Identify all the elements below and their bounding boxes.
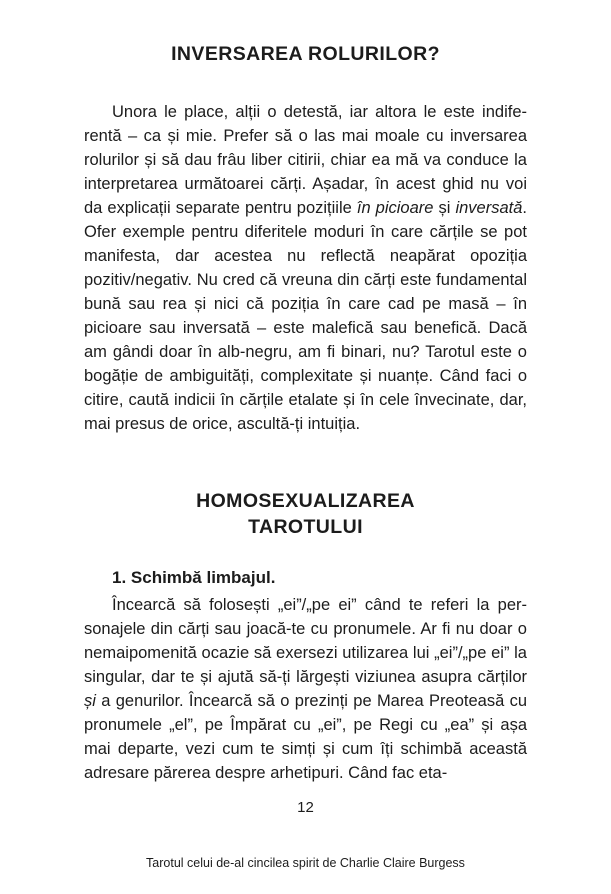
body-paragraph-2: Încearcă să folosești „ei”/„pe ei” când te referi la personajele din cărți sau joacă-te cu pronumele. Ar fi nu doar o nemaipomenită ocazie să exersezi utilizarea lui „ei”/„pe ei” la singular, dar te și ajută să-ți lărgești viziunea asupra cărților și a genurilor. Încearcă să o prezinți pe Marea Preoteasă cu pronumele „el”, pe Împărat cu „ei”, pe Regi cu „ea” și așa mai departe, vezi cum te simți și cum îți schimbă această adresare părerea despre arhetipuri. Când fac eta- <box>84 596 527 783</box>
section-heading-line-1: HOMOSEXUALIZAREA <box>196 490 415 513</box>
subsection-heading: 1. Schimbă limbajul. <box>112 568 276 588</box>
section-heading <box>0 488 611 540</box>
footer-caption: Tarotul celui de-al cincilea spirit de Charlie Claire Burgess <box>146 856 465 870</box>
section-heading-line-2: TAROTULUI <box>248 516 363 539</box>
body-paragraph-1: Unora le place, alții o detestă, iar altora le este indiferentă – ca și mie. Prefer să o las mai moale cu inversarea rolurilor și să dau frâu liber citirii, chiar ea mă va conduce la interpretarea următoarei cărți. Așadar, în acest ghid nu voi da explicații separate pentru pozițiile în picioare și inversată. Ofer exemple pentru diferitele moduri în care cărțile se pot manifesta, dar acestea nu reflectă neapărat opoziția pozitiv/negativ. Nu cred că vreuna din cărți este fundamental bună sau rea și nici că poziția în care cad pe masă – în picioare sau inversată – este malefică sau benefică. Dacă am gândi doar în alb-negru, am fi binari, nu? Tarotul este o bogăție de ambiguități, complexitate și nuanțe. Când faci o citire, caută indicii în cărțile etalate și în cele învecinate, dar, mai presus de orice, ascultă-ți intuiția. <box>84 103 527 434</box>
page-title: INVERSAREA ROLURILOR? <box>171 43 440 66</box>
page-number: 12 <box>297 799 314 817</box>
